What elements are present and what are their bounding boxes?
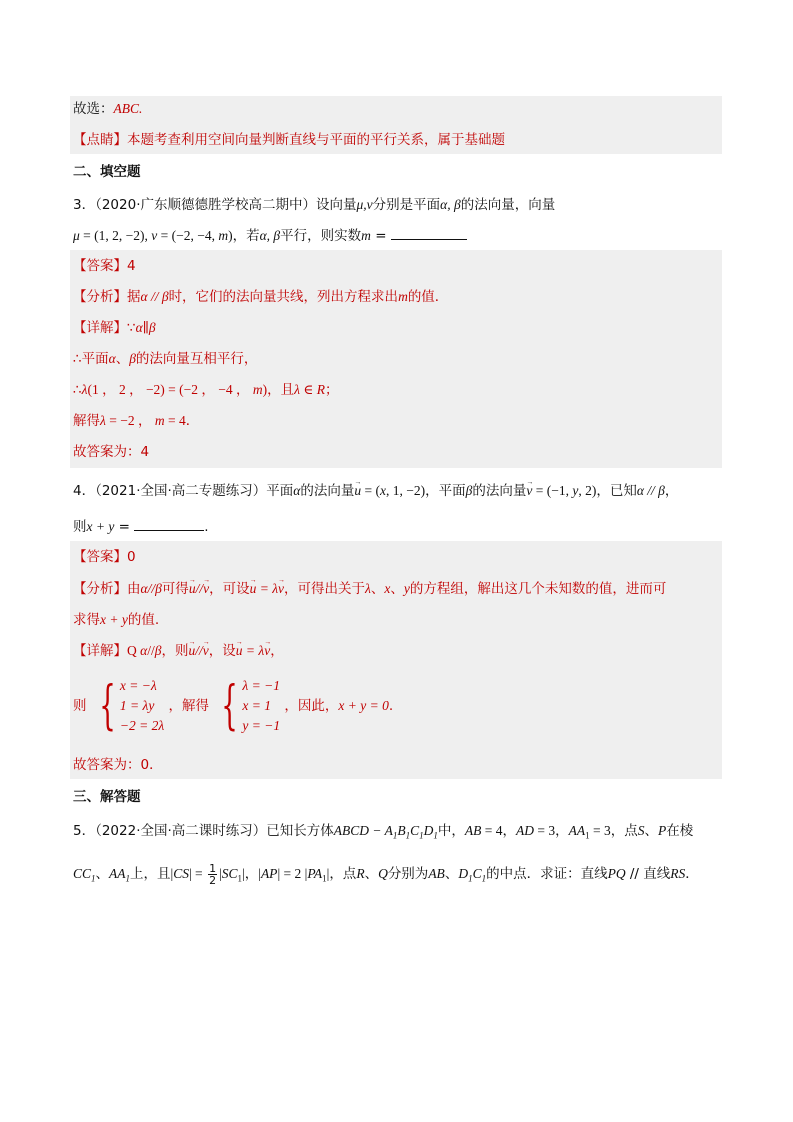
q4-stem-line1: 4．（2021·全国·高二专题练习）平面α的法向量→ u = (x, 1, −2)，平面β的法向量→ v = (−1, y, 2)，已知α // β， [73, 481, 678, 501]
q4-answer-blank[interactable] [134, 518, 204, 531]
q4-final-line: 故答案为：0． [73, 757, 163, 773]
q3-detail-line: 【详解】∵α∥β [73, 320, 156, 336]
equation-system-1: { x = −λ 1 = λy −2 = 2λ [99, 676, 165, 736]
q4-analysis-line1: 【分析】由α//β可得→ u//→ v，可设→ u = λ→ v，可得出关于λ、x、y的方程组，解出这几个未知数的值，进而可 [73, 579, 666, 599]
guxuan-line: 故选：ABC. [73, 101, 143, 117]
q5-stem-line1: 5．（2022·全国·高二课时练习）已知长方体ABCD − $A_1B_1C_1D_1$中，AB = 4，AD = 3，$AA_1 = 3$，点S、P在棱 [73, 823, 694, 841]
q3-stem-line2: μ = (1, 2, −2), v = (−2, −4, m)，若α, β平行，则实数m = [73, 226, 467, 246]
q3-final-line: 故答案为：4 [73, 444, 150, 460]
q3-analysis-line: 【分析】据α // β时，它们的法向量共线，列出方程求出m的值． [73, 289, 449, 305]
q4-analysis-line2: 求得x + y的值. [73, 612, 160, 628]
fraction-one-half: $\frac{1}{2}$ [209, 861, 217, 887]
q4-detail-line: 【详解】Q α//β，则→ u//→ v，设→ u = λ→ v， [73, 641, 284, 661]
q3-answer-blank[interactable] [391, 227, 467, 240]
q3-stem-line1: 3．（2020·广东顺德德胜学校高二期中）设向量μ,ν分别是平面α, β的法向量，向量 [73, 197, 556, 213]
q3-solve-line: 解得λ = −2 ， m = 4． [73, 413, 200, 429]
q3-lambda-line: ∴λ(1 ， 2 ， −2) = (−2 ， −4 ， m)，且λ ∈ R； [73, 382, 339, 398]
q4-stem-line2: 则x + y = . [73, 519, 209, 535]
section-title-solve: 三、解答题 [73, 789, 141, 805]
section-title-fill-blank: 二、填空题 [73, 164, 141, 180]
q3-parallel-line: ∴平面α、β的法向量互相平行， [73, 351, 258, 367]
equation-system-2: { λ = −1 x = 1 y = −1 [221, 676, 281, 736]
q5-stem-line2: $CC_1$、$AA_1$上，且|CS| = $\frac{1}{2}$ $|SC_1|$，|AP| = 2 $|PA_1|$，点R、Q分别为AB、$D_1C_1$的中点．求证：直线PQ // 直线RS． [73, 861, 699, 887]
q4-system-line: 则 { x = −λ 1 = λy −2 = 2λ ，解得 { λ = −1 x = 1 y = −1 ，因此，x + y = 0. [73, 676, 394, 736]
q4-answer-line: 【答案】0 [73, 549, 136, 565]
dianjing-line: 【点睛】本题考查利用空间向量判断直线与平面的平行关系，属于基础题 [73, 132, 505, 148]
q3-answer-line: 【答案】4 [73, 258, 136, 274]
